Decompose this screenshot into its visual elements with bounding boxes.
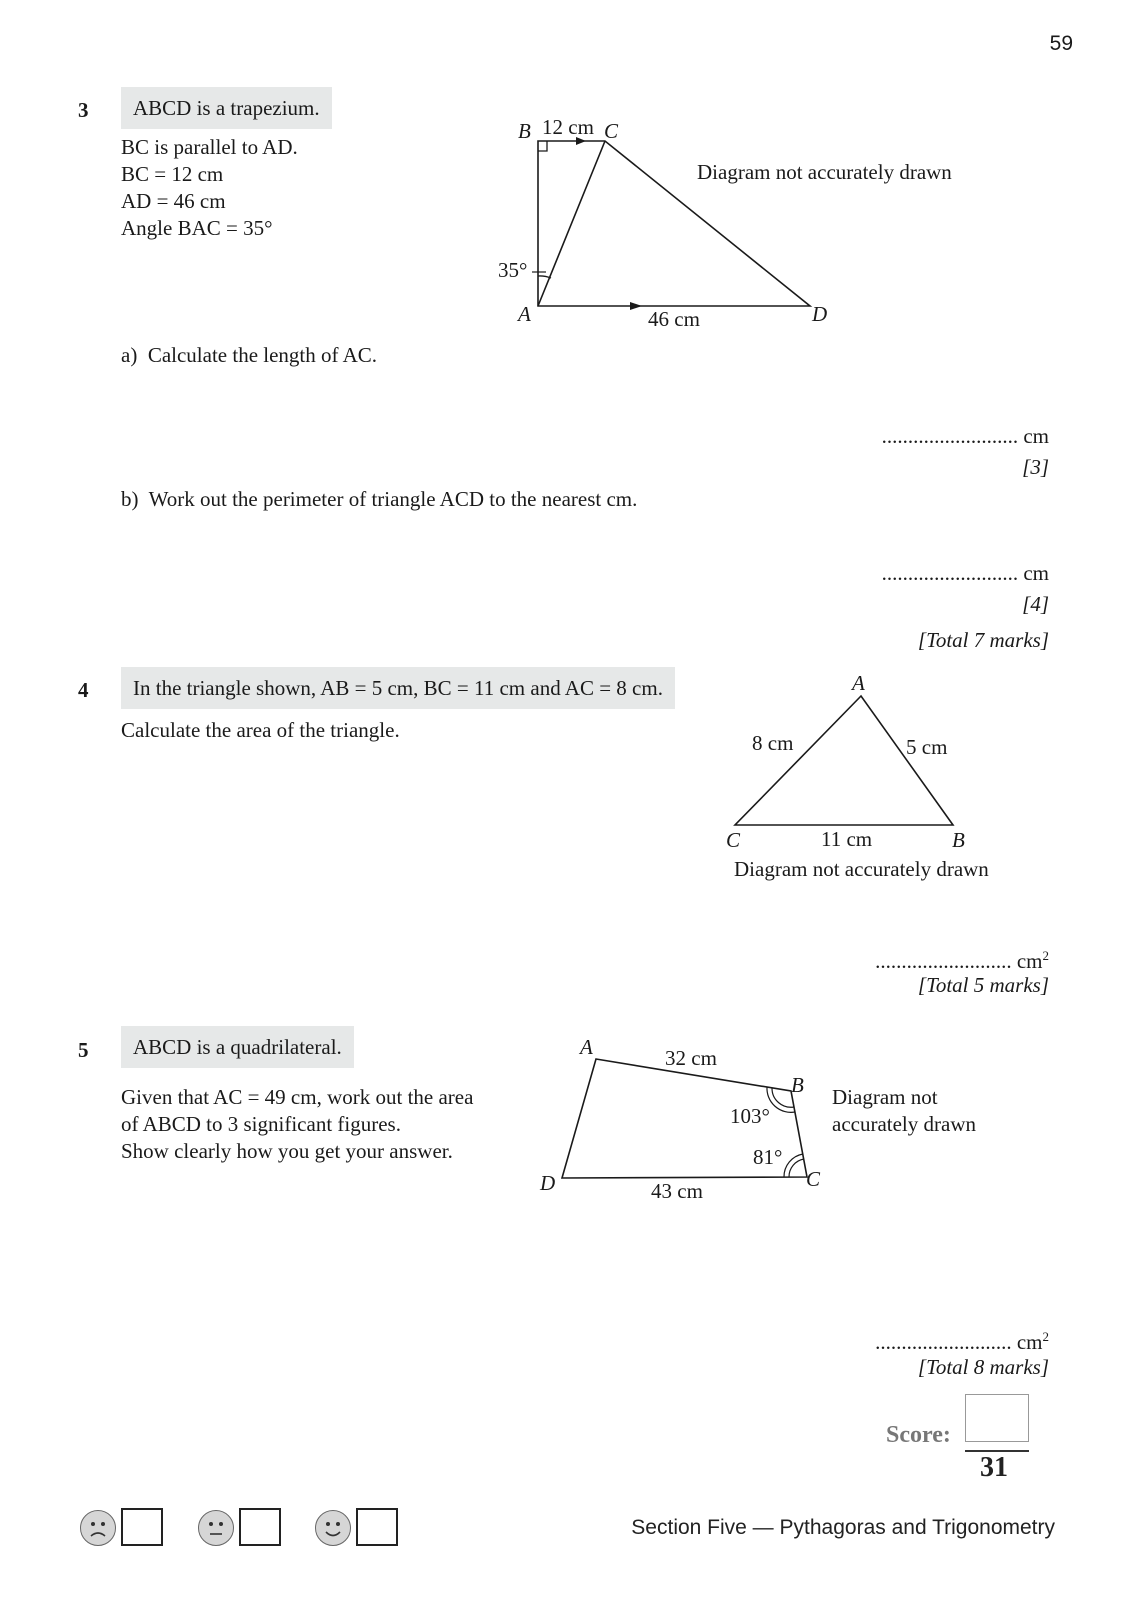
question-4-number: 4 xyxy=(78,678,89,702)
ac-length-label: 8 cm xyxy=(752,731,794,755)
ad-length-label: 46 cm xyxy=(648,307,700,331)
part-text: Work out the perimeter of triangle ACD to the nearest cm. xyxy=(148,487,638,511)
question-5-text-line: of ABCD to 3 significant figures. xyxy=(121,1112,401,1136)
parallel-arrow-ad xyxy=(630,302,642,310)
answer-unit: cm xyxy=(1023,424,1049,448)
question-3-given-line: BC is parallel to AD. xyxy=(121,135,298,159)
question-3b-answer-line[interactable] xyxy=(882,558,1049,588)
answer-unit: cm xyxy=(1016,1330,1043,1354)
vertex-label-a: A xyxy=(852,671,865,695)
question-3-given-line: BC = 12 cm xyxy=(121,162,224,186)
question-4-answer-line[interactable] xyxy=(875,941,1049,976)
part-label: b) xyxy=(121,487,139,511)
cb-length-label: 11 cm xyxy=(821,827,873,851)
happy-face-checkbox[interactable] xyxy=(356,1508,398,1546)
angle-arc-c-inner xyxy=(789,1159,804,1177)
ab-length-label: 5 cm xyxy=(906,735,948,759)
question-3-intro-text: ABCD is a trapezium. xyxy=(133,96,320,120)
angle-label-35: 35° xyxy=(498,258,528,282)
answer-dots: .......................... xyxy=(875,949,1012,973)
dc-length-label: 43 cm xyxy=(651,1179,703,1203)
right-angle-marker xyxy=(538,141,547,151)
question-5-intro-text: ABCD is a quadrilateral. xyxy=(133,1035,342,1059)
question-5-total: [Total 8 marks] xyxy=(917,1355,1049,1379)
angle-label-c: 81° xyxy=(753,1145,783,1169)
question-4-intro-text: In the triangle shown, AB = 5 cm, BC = 11 cm and AC = 8 cm. xyxy=(133,676,663,700)
question-5-quadrilateral-diagram xyxy=(525,1030,1015,1215)
answer-dots: .......................... xyxy=(881,561,1019,585)
question-3a xyxy=(121,343,377,368)
answer-dots: .......................... xyxy=(881,424,1019,448)
part-label: a) xyxy=(121,343,138,367)
diagonal-ac xyxy=(538,141,605,306)
question-3b xyxy=(121,487,637,512)
vertex-label-d: D xyxy=(812,302,828,326)
answer-dots: .......................... xyxy=(875,1330,1012,1354)
question-3-given xyxy=(121,134,298,242)
answer-unit: cm xyxy=(1016,949,1043,973)
vertex-label-a: A xyxy=(580,1035,593,1059)
question-3-trapezium-diagram xyxy=(480,110,1000,340)
question-3a-answer-line[interactable] xyxy=(882,421,1049,451)
triangle-outline xyxy=(735,696,953,825)
diagram-note-line2: accurately drawn xyxy=(832,1112,976,1136)
score-input-box[interactable] xyxy=(965,1394,1029,1442)
diagram-note: Diagram not accurately drawn xyxy=(734,857,989,881)
angle-arc-bac xyxy=(538,276,551,278)
question-5-text-line: Given that AC = 49 cm, work out the area xyxy=(121,1085,474,1109)
question-3-given-line: Angle BAC = 35° xyxy=(121,216,273,240)
vertex-label-c: C xyxy=(604,119,619,143)
question-5-number: 5 xyxy=(78,1038,89,1062)
happy-face-icon xyxy=(315,1510,351,1546)
vertex-label-c: C xyxy=(726,828,741,852)
sad-face-icon xyxy=(80,1510,116,1546)
ab-length-label: 32 cm xyxy=(665,1046,717,1070)
vertex-label-b: B xyxy=(518,119,531,143)
question-5-intro xyxy=(121,1026,354,1068)
answer-unit: cm xyxy=(1023,561,1049,585)
angle-label-b: 103° xyxy=(730,1104,770,1128)
score-total: 31 xyxy=(980,1452,1008,1483)
question-3-intro xyxy=(121,87,332,129)
vertex-label-c: C xyxy=(806,1167,821,1191)
vertex-label-d: D xyxy=(540,1171,556,1195)
question-3-given-line: AD = 46 cm xyxy=(121,189,226,213)
page-number: 59 xyxy=(1049,32,1073,55)
question-3-number: 3 xyxy=(78,98,89,122)
neutral-face-icon xyxy=(198,1510,234,1546)
question-5-text xyxy=(121,1084,473,1165)
vertex-label-b: B xyxy=(791,1073,804,1097)
question-3b-marks: [4] xyxy=(1022,592,1049,616)
sad-face-checkbox[interactable] xyxy=(121,1508,163,1546)
question-5-text-line: Show clearly how you get your answer. xyxy=(121,1139,453,1163)
diagram-note: Diagram not accurately drawn xyxy=(697,160,952,184)
question-4-triangle-diagram xyxy=(715,665,1035,890)
diagram-note-line1: Diagram not xyxy=(832,1085,938,1109)
question-3-total: [Total 7 marks] xyxy=(917,628,1049,652)
answer-unit-sup: 2 xyxy=(1042,1329,1049,1344)
bc-length-label: 12 cm xyxy=(542,115,594,139)
question-4-total: [Total 5 marks] xyxy=(917,973,1049,997)
neutral-face-checkbox[interactable] xyxy=(239,1508,281,1546)
score-label: Score: xyxy=(886,1422,951,1448)
answer-unit-sup: 2 xyxy=(1042,948,1049,963)
footer-section-title: Section Five — Pythagoras and Trigonometry xyxy=(631,1516,1055,1539)
question-3a-marks: [3] xyxy=(1022,455,1049,479)
question-4-intro xyxy=(121,667,675,709)
vertex-label-a: A xyxy=(518,302,531,326)
question-4-text: Calculate the area of the triangle. xyxy=(121,718,400,742)
part-text: Calculate the length of AC. xyxy=(147,343,378,367)
question-5-answer-line[interactable] xyxy=(875,1322,1049,1357)
vertex-label-b: B xyxy=(952,828,965,852)
